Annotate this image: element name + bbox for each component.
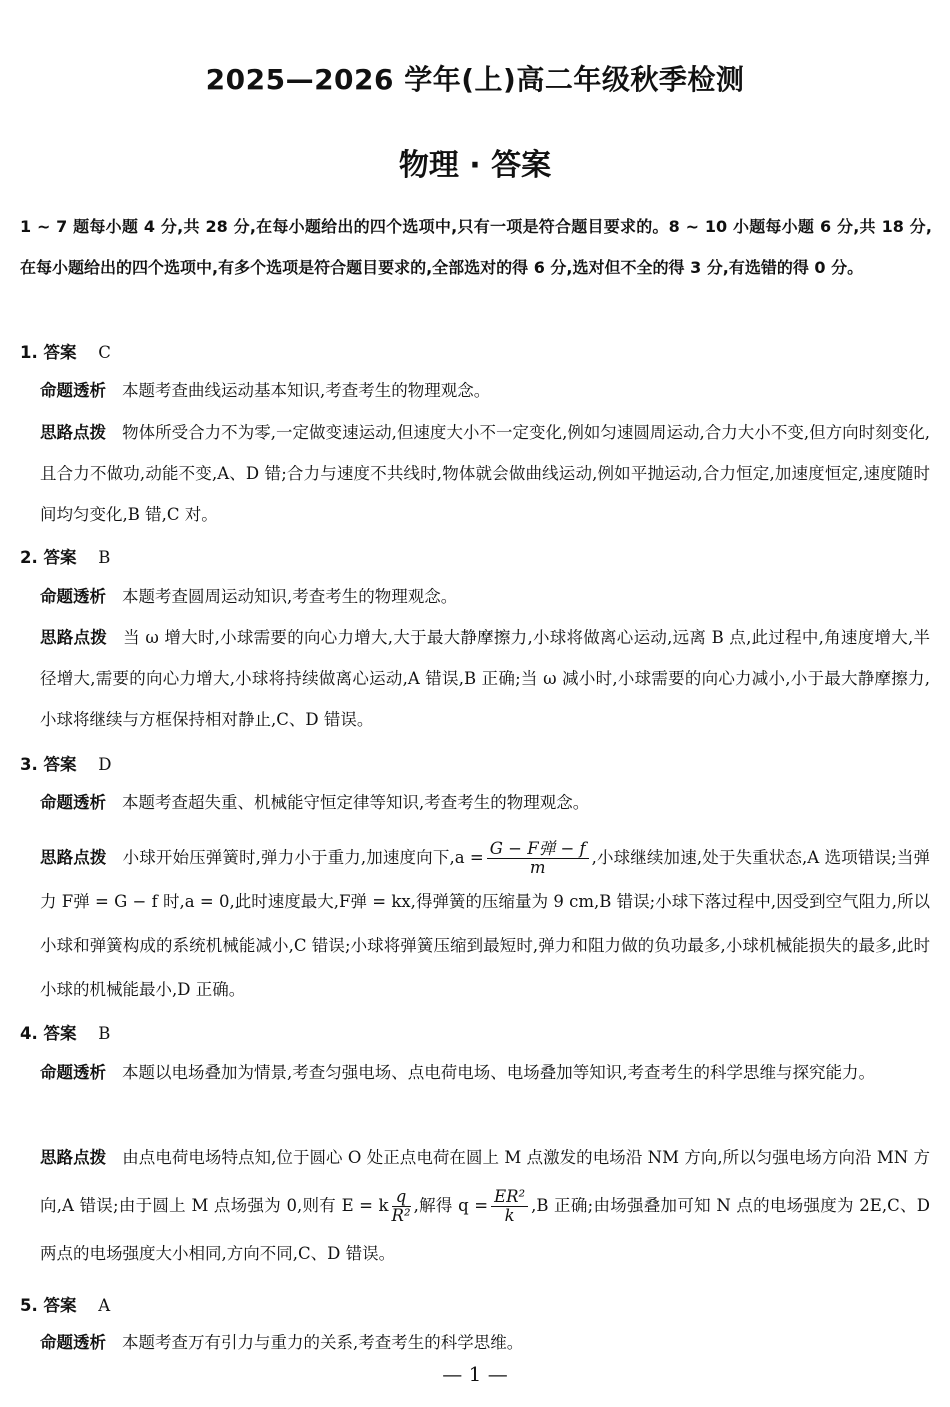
page-subtitle: 物理 · 答案 bbox=[398, 148, 552, 183]
analysis-2 bbox=[40, 576, 930, 617]
answer-label: 答案 bbox=[43, 1296, 77, 1315]
answer-value: B bbox=[98, 1024, 111, 1043]
hint-label: 思路点拨 bbox=[40, 1148, 107, 1167]
analysis-4 bbox=[40, 1052, 930, 1093]
charge-fraction bbox=[491, 1188, 528, 1225]
analysis-5 bbox=[40, 1322, 930, 1363]
hint-label: 思路点拨 bbox=[40, 848, 107, 867]
page-title: 2025—2026 学年(上)高二年级秋季检测 bbox=[205, 63, 745, 96]
hint-text-b: ,解得 q = bbox=[413, 1196, 489, 1215]
hint-text: 物体所受合力不为零,一定做变速运动,但速度大小不一定变化,例如匀速圆周运动,合力大小不变,但方向时刻变化,且合力不做功,动能不变,A、D 错;合力与速度不共线时,物体就会做曲线运动,例如平抛运动,合力恒定,加速度恒定,速度随时间均匀变化,B 错,C 对。 bbox=[40, 423, 930, 524]
answer-4 bbox=[20, 1020, 110, 1044]
answer-2 bbox=[20, 544, 110, 568]
acceleration-fraction bbox=[487, 840, 589, 877]
fraction-numerator: ER² bbox=[491, 1188, 528, 1207]
fraction-numerator: q bbox=[392, 1188, 411, 1207]
hint-label: 思路点拨 bbox=[40, 423, 107, 442]
field-fraction bbox=[392, 1188, 411, 1225]
question-number: 1. bbox=[20, 343, 38, 362]
page-number: — 1 — bbox=[442, 1362, 508, 1386]
hint-2 bbox=[40, 617, 930, 740]
answer-label: 答案 bbox=[43, 548, 77, 567]
analysis-text: 本题考查超失重、机械能守恒定律等知识,考查考生的物理观念。 bbox=[122, 793, 590, 812]
answer-label: 答案 bbox=[43, 1024, 77, 1043]
analysis-label: 命题透析 bbox=[40, 1063, 106, 1082]
instructions: 1 ~ 7 题每小题 4 分,共 28 分,在每小题给出的四个选项中,只有一项是符合题目要求的。8 ~ 10 小题每小题 6 分,共 18 分,在每小题给出的四个选项中,有多个选项是符合题目要求的,全部选对的得 6 分,选对但不全的得 3 分,有选错的得 0 分。 bbox=[20, 217, 932, 277]
hint-text-a: 小球开始压弹簧时,弹力小于重力,加速度向下,a = bbox=[122, 848, 484, 867]
analysis-text: 本题以电场叠加为情景,考查匀强电场、点电荷电场、电场叠加等知识,考查考生的科学思维与探究能力。 bbox=[122, 1063, 875, 1082]
answer-label: 答案 bbox=[43, 343, 77, 362]
hint-4 bbox=[40, 1134, 930, 1278]
analysis-label: 命题透析 bbox=[40, 381, 106, 400]
analysis-text: 本题考查万有引力与重力的关系,考查考生的科学思维。 bbox=[122, 1333, 524, 1352]
analysis-label: 命题透析 bbox=[40, 587, 106, 606]
analysis-label: 命题透析 bbox=[40, 793, 106, 812]
hint-label: 思路点拨 bbox=[40, 628, 108, 647]
question-number: 5. bbox=[20, 1296, 38, 1315]
hint-text-b: ,小球继续加速,处于失重状态,A 选项错误;当弹力 F弹 = G − f 时,a = 0,此时速度最大,F弹 = kx,得弹簧的压缩量为 9 cm,B 错误;小球下落过程中,因受到空气阻力,所以小球和弹簧构成的系统机械能减小,C 错误;小球将弹簧压缩到最短时,弹力和阻力做的负功最多,小球机械能损失的最多,此时小球的机械能最小,D 正确。 bbox=[40, 848, 930, 999]
question-number: 2. bbox=[20, 548, 38, 567]
question-number: 3. bbox=[20, 755, 38, 774]
answer-value: A bbox=[98, 1296, 111, 1315]
hint-1 bbox=[40, 412, 930, 535]
answer-value: B bbox=[98, 548, 111, 567]
hint-text-c: ,B 正确;由场强叠加可知 N 点的电场强度为 2E,C、D 两点的电场强度大小相同,方向不同,C、D 错误。 bbox=[40, 1196, 930, 1263]
analysis-text: 本题考查曲线运动基本知识,考查考生的物理观念。 bbox=[122, 381, 491, 400]
answer-5 bbox=[20, 1292, 110, 1316]
analysis-1 bbox=[40, 370, 930, 411]
fraction-denominator: k bbox=[504, 1206, 515, 1225]
hint-text-a: 由点电荷电场特点知,位于圆心 O 处正点电荷在圆上 M 点激发的电场沿 NM 方向,所以匀强电场方向沿 MN 方向,A 错误;由于圆上 M 点场强为 0,则有 E = k bbox=[40, 1148, 930, 1215]
hint-3 bbox=[40, 836, 930, 1012]
analysis-3 bbox=[40, 782, 930, 823]
fraction-numerator: G − F弹 − f bbox=[487, 840, 589, 859]
answer-value: D bbox=[98, 755, 112, 774]
hint-text: 当 ω 增大时,小球需要的向心力增大,大于最大静摩擦力,小球将做离心运动,远离 B 点,此过程中,角速度增大,半径增大,需要的向心力增大,小球将持续做离心运动,A 错误,B 正确;当 ω 减小时,小球需要的向心力减小,小于最大静摩擦力,小球将继续与方框保持相对静止,C、D 错误。 bbox=[40, 628, 931, 729]
answer-1 bbox=[20, 339, 111, 363]
analysis-label: 命题透析 bbox=[40, 1333, 106, 1352]
fraction-denominator: R² bbox=[391, 1206, 411, 1225]
question-number: 4. bbox=[20, 1024, 38, 1043]
fraction-denominator: m bbox=[529, 858, 546, 877]
answer-label: 答案 bbox=[43, 755, 77, 774]
answer-value: C bbox=[98, 343, 111, 362]
analysis-text: 本题考查圆周运动知识,考查考生的物理观念。 bbox=[122, 587, 458, 606]
answer-3 bbox=[20, 751, 111, 775]
